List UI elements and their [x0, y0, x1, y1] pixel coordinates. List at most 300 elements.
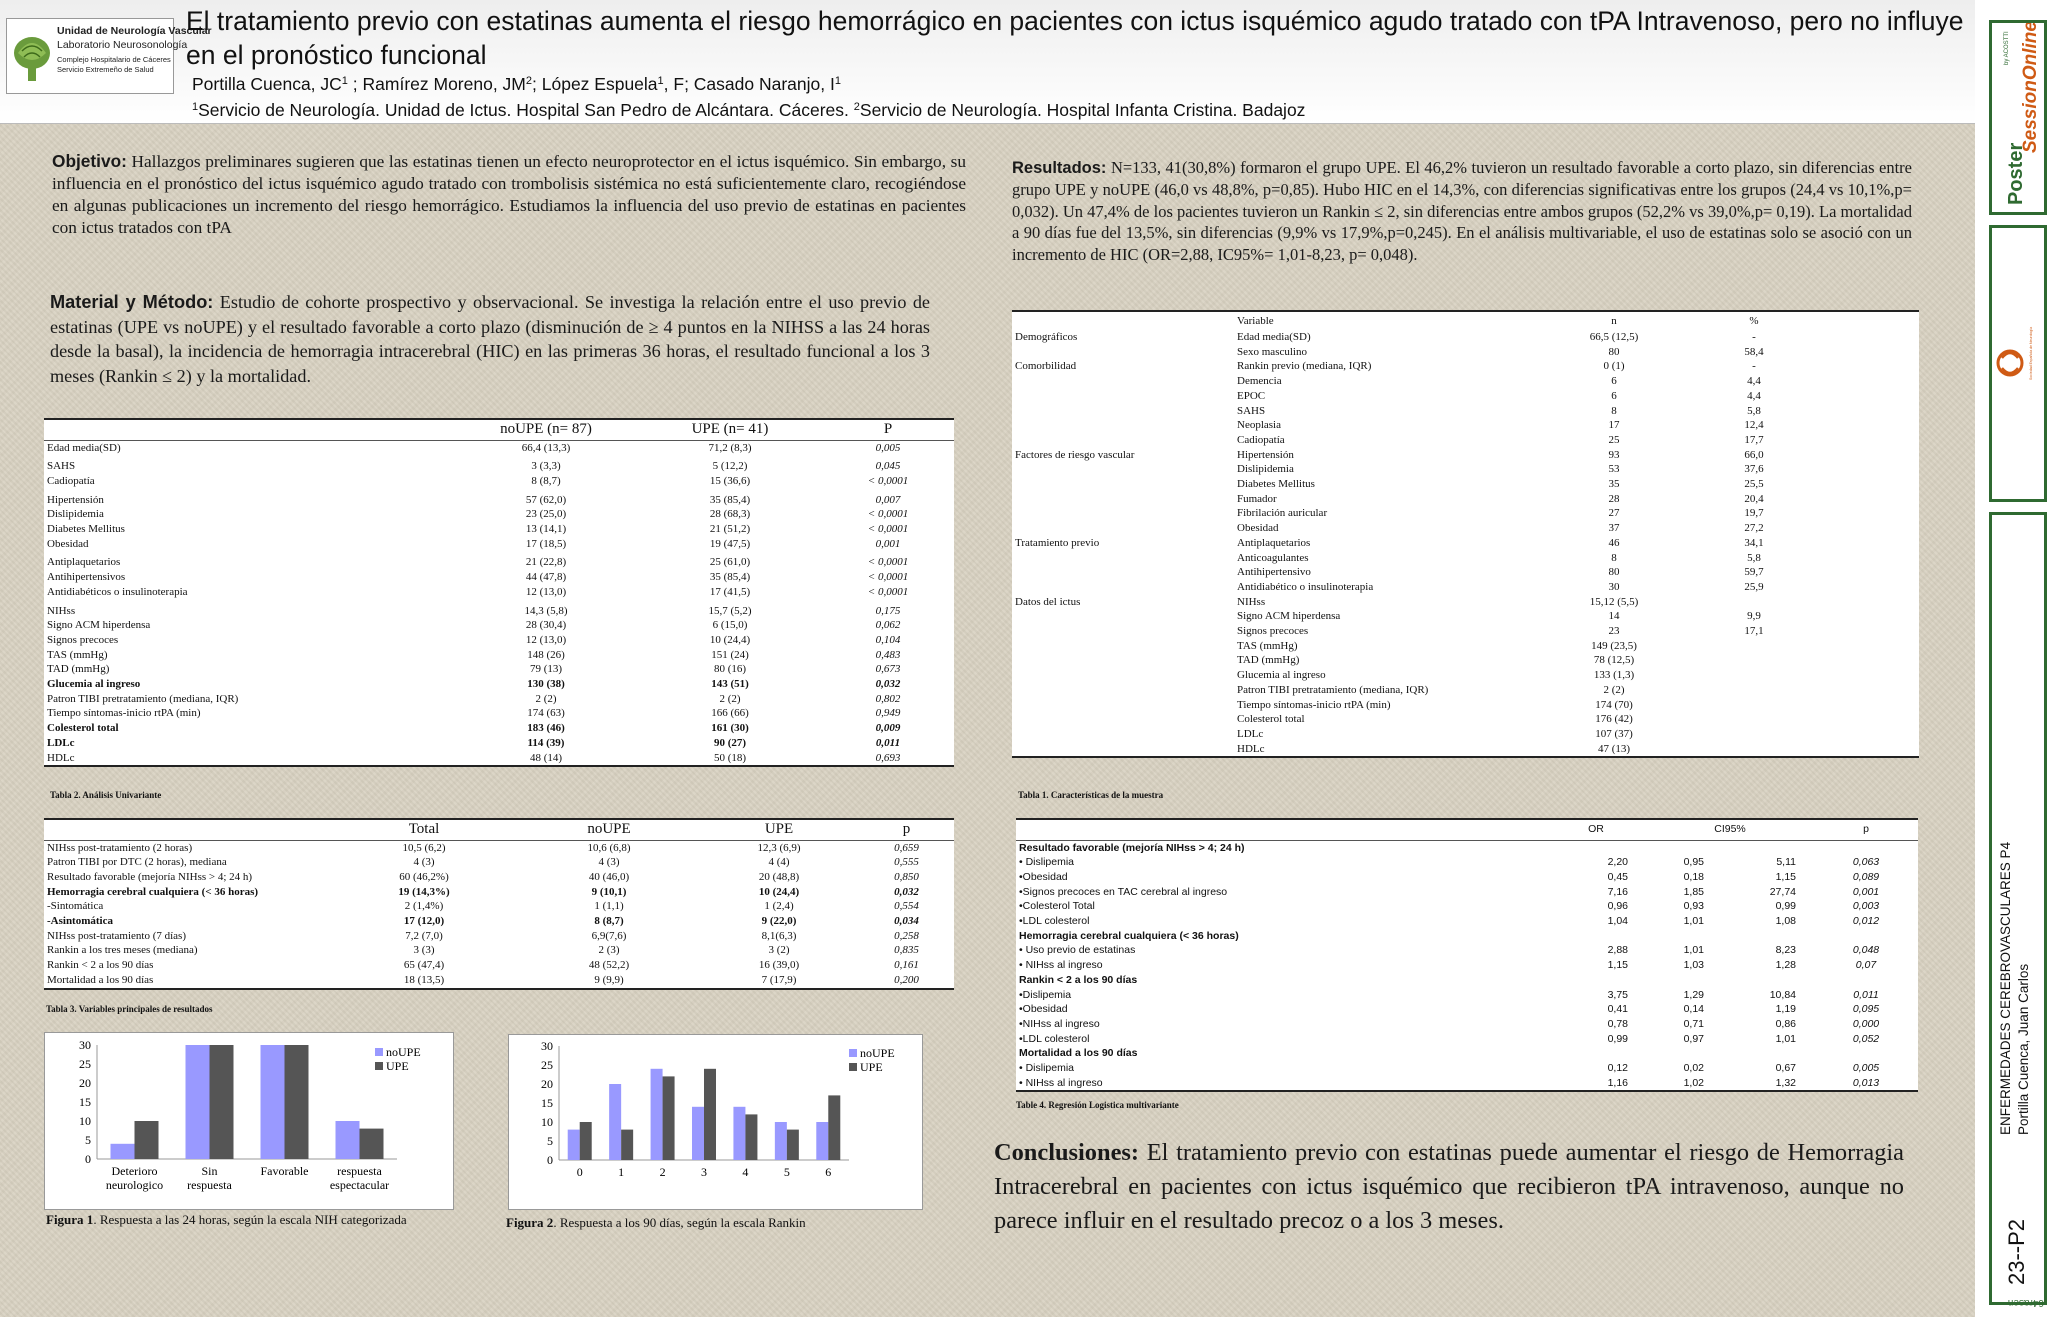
society-name: Sociedad Española de Neurología	[2029, 326, 2033, 380]
table-cell	[1012, 639, 1234, 654]
table-cell: 174 (63)	[527, 707, 565, 720]
figure-2-chart	[508, 1034, 923, 1210]
table-cell: Resultado favorable (mejoría NIHss > 4; 24 h)	[1019, 841, 1245, 854]
table-row	[1016, 973, 1918, 988]
table-cell	[1814, 668, 1919, 683]
table-cell: 90 (27)	[713, 736, 747, 749]
t4-header: p	[1863, 823, 1869, 836]
table-cell	[1814, 404, 1919, 419]
table-row	[44, 914, 954, 929]
brand-top-text: Poster	[2005, 142, 2027, 205]
table-cell: 17 (18,5)	[525, 537, 567, 550]
logo-line-4: Servicio Extremeño de Salud	[57, 65, 154, 74]
table-cell	[1814, 712, 1919, 727]
t2-header	[44, 420, 454, 440]
table-cell: 12,4	[1744, 419, 1764, 432]
table-cell: • Dislipemia	[1019, 856, 1075, 869]
table-cell: Patron TIBI pretratamiento (mediana, IQR)	[47, 692, 239, 705]
table-cell: 0,045	[875, 460, 901, 473]
table-cell: 37	[1608, 522, 1620, 535]
legend-label: UPE	[386, 1059, 409, 1073]
table-row	[44, 493, 954, 508]
table-cell: 20,4	[1744, 492, 1764, 505]
authors: Portilla Cuenca, $JC^1$ ; Ramírez Moreno, $JM^2$; López Espuela$^1$, F; Casado Naranjo, $I^1$	[192, 74, 841, 94]
t2-header: UPE (n= 41)	[691, 421, 769, 438]
table-cell: 161 (30)	[711, 722, 749, 735]
svg-text:64rasen: 64rasen	[2007, 1297, 2044, 1308]
table-cell: 28 (68,3)	[709, 508, 751, 521]
table-cell: 48 (14)	[529, 751, 563, 764]
bar	[651, 1069, 663, 1160]
table-cell: 0,693	[875, 751, 901, 764]
table-cell: 12,3 (6,9)	[757, 841, 801, 854]
table-cell: 12 (13,0)	[525, 585, 567, 598]
table-cell	[1814, 609, 1919, 624]
table-cell	[1814, 653, 1919, 668]
table-row	[1012, 345, 1919, 360]
table-cell: 1,03	[1683, 959, 1704, 972]
table-cell: 0,07	[1855, 959, 1877, 972]
table-cell: Obesidad	[47, 537, 89, 550]
table-cell: 176 (42)	[1595, 713, 1633, 726]
table-cell: 80	[1608, 345, 1620, 358]
table-cell: 9 (9,9)	[594, 973, 624, 986]
table-cell: Demencia	[1237, 375, 1282, 388]
table-row	[1012, 565, 1919, 580]
table-cell: Signo ACM hiperdensa	[1237, 610, 1341, 623]
table-cell: 0,99	[1607, 1032, 1628, 1045]
table-cell	[1814, 477, 1919, 492]
table-row	[44, 555, 954, 570]
table-cell: 28	[1608, 492, 1620, 505]
table-row	[44, 648, 954, 663]
table-cell: Patron TIBI pretratamiento (mediana, IQR)	[1237, 683, 1429, 696]
x-tick-label: Deterioro neurologico	[105, 1164, 164, 1192]
table-cell	[1814, 624, 1919, 639]
table-cell: HDLc	[1237, 742, 1265, 755]
table-row	[44, 537, 954, 552]
legend-label: UPE	[860, 1060, 883, 1074]
poster-title: El tratamiento previo con estatinas aumenta el riesgo hemorrágico en pacientes con ictus isquémico agudo tratado con tPA Intravenoso, pero no influye en el pronóstico funcional	[186, 6, 1964, 70]
table-cell: 0,005	[875, 441, 901, 454]
table-cell: 1,02	[1683, 1076, 1704, 1089]
table-cell: 53	[1608, 463, 1620, 476]
table-cell: • NIHss al ingreso	[1019, 959, 1103, 972]
table-4-caption: Table 4. Regresión Logistica multivariante	[1016, 1100, 1179, 1110]
table-cell: 27,2	[1744, 522, 1764, 535]
table-cell	[1012, 565, 1234, 580]
table-cell: 15 (36,6)	[709, 474, 751, 487]
x-tick-label: 3	[701, 1165, 707, 1179]
table-cell: 4,4	[1747, 389, 1761, 402]
table-cell: SAHS	[1237, 404, 1266, 417]
table-row	[44, 706, 954, 721]
table-cell: • NIHss al ingreso	[1019, 1076, 1103, 1089]
table-cell: 18 (13,5)	[403, 973, 445, 986]
t1-header: %	[1749, 314, 1759, 327]
conclusiones-label: Conclusiones:	[994, 1139, 1140, 1166]
table-cell: • Dislipemia	[1019, 1062, 1075, 1075]
table-cell: Signo ACM hiperdensa	[47, 619, 151, 632]
table-cell: Tiempo síntomas-inicio rtPA (min)	[1237, 698, 1391, 711]
t3-header: UPE	[764, 821, 794, 838]
table-cell	[1814, 727, 1919, 742]
table-cell	[1814, 418, 1919, 433]
table-cell: -	[1752, 331, 1756, 343]
table-cell: 2 (2)	[535, 692, 557, 705]
society-emblem-icon	[1998, 351, 2022, 375]
table-cell	[1814, 580, 1919, 595]
table-cell: 1,01	[1683, 944, 1704, 957]
info-box-text	[1992, 515, 2044, 1302]
bar	[745, 1114, 757, 1160]
t4-header: OR	[1588, 823, 1604, 836]
objetivo-text: Hallazgos preliminares sugieren que las estatinas tienen un efecto neuroprotector en el ictus isquémico. Sin embargo, su influencia en el pronóstico del ictus isquémico agudo tratado con trombolisis sistémica no está suficientemente claro, recogiéndose en algunas publicaciones un incremento del riesgo hemorrágico. Estudiamos la influencia del uso previo de estatinas en pacientes con ictus tratados con tPA	[52, 152, 966, 237]
table-cell: Factores de riesgo vascular	[1015, 448, 1135, 461]
metodo-label: Material y Método:	[50, 292, 214, 312]
x-tick-label: 4	[742, 1165, 749, 1179]
table-cell: Hemorragia cerebral cualquiera (< 36 horas)	[47, 885, 259, 898]
table-cell: 17 (41,5)	[709, 585, 751, 598]
table-cell: 10,6 (6,8)	[587, 841, 631, 854]
table-cell: 19 (47,5)	[709, 537, 751, 550]
table-cell: 9 (10,1)	[591, 885, 627, 898]
table-cell	[1814, 462, 1919, 477]
table-cell: •Signos precoces en TAC cerebral al ingreso	[1019, 885, 1228, 898]
table-row	[1012, 418, 1919, 433]
table-cell: 10,84	[1769, 988, 1796, 1001]
table-cell: 0,052	[1852, 1032, 1880, 1045]
table-cell: 0,001	[1852, 885, 1880, 898]
table-cell: Anticoagulantes	[1237, 551, 1309, 564]
table-cell: Antihipertensivo	[1237, 566, 1311, 579]
table-row	[1012, 477, 1919, 492]
table-cell: Resultado favorable (mejoría NIHss > 4; 24 h)	[47, 870, 253, 883]
y-tick-label: 5	[85, 1133, 91, 1147]
table-cell: Datos del ictus	[1015, 595, 1081, 608]
table-cell: •LDL colesterol	[1019, 1032, 1090, 1045]
table-cell: 40 (46,0)	[588, 870, 630, 883]
y-tick-label: 15	[79, 1095, 91, 1109]
table-cell: 0,003	[1852, 900, 1880, 913]
table-cell: TAD (mmHg)	[1237, 654, 1300, 667]
table-cell: 0,161	[894, 959, 919, 972]
table-cell: 0 (1)	[1603, 360, 1625, 373]
table-cell: Sexo masculino	[1237, 345, 1307, 358]
table-row	[1012, 359, 1919, 374]
table-row	[44, 840, 954, 855]
table-row	[44, 958, 954, 973]
table-row	[1012, 433, 1919, 448]
table-cell: •Obesidad	[1019, 870, 1068, 883]
table-cell: 17,7	[1744, 433, 1764, 446]
table-row	[1012, 595, 1919, 610]
table-cell: 23 (25,0)	[525, 508, 567, 521]
table-cell: 80	[1608, 566, 1620, 579]
table-cell	[1814, 521, 1919, 536]
table-cell	[1694, 742, 1814, 757]
table-cell	[1012, 521, 1234, 536]
x-tick-label: 0	[576, 1165, 583, 1179]
table-cell: Hipertensión	[1237, 448, 1294, 461]
table-cell: 0,99	[1775, 900, 1796, 913]
table-cell: Glucemia al ingreso	[47, 678, 141, 691]
table-cell: 0,034	[894, 915, 919, 928]
table-cell	[1814, 345, 1919, 360]
table-cell: 17,1	[1744, 625, 1764, 638]
table-row	[44, 870, 954, 885]
table-2-univariante	[44, 418, 954, 767]
table-cell: •Obesidad	[1019, 1003, 1068, 1016]
table-cell: 0,949	[875, 707, 901, 720]
table-cell: • Uso previo de estatinas	[1019, 944, 1136, 957]
table-cell: LDLc	[1237, 727, 1264, 740]
table-cell: Colesterol total	[47, 722, 119, 735]
poster-code: 23--P2	[2004, 1218, 2029, 1285]
table-row	[44, 474, 954, 489]
table-cell: 93	[1608, 448, 1620, 461]
table-cell: 174 (70)	[1595, 698, 1633, 711]
legend-swatch	[849, 1049, 857, 1057]
table-cell: Signos precoces	[1237, 625, 1309, 638]
bar	[580, 1122, 592, 1160]
table-row	[1016, 855, 1918, 870]
table-cell: -Sintomática	[47, 900, 104, 913]
table-cell: Rankin previo (mediana, IQR)	[1237, 360, 1372, 373]
brand-bottom-text: SessionOnline	[2020, 23, 2041, 153]
table-cell: 46	[1608, 536, 1620, 549]
table-row	[1012, 683, 1919, 698]
x-tick-label: respuesta espectacular	[329, 1164, 390, 1192]
table-row	[44, 459, 954, 474]
table-row	[44, 721, 954, 736]
x-tick-label: 6	[825, 1165, 832, 1179]
table-2-caption: Tabla 2. Análisis Univariante	[50, 790, 162, 800]
table-cell: 1,16	[1607, 1076, 1628, 1089]
table-3-caption: Tabla 3. Variables principales de resultados	[46, 1004, 213, 1014]
table-cell: 1,15	[1775, 870, 1796, 883]
table-cell: 28 (30,4)	[525, 619, 567, 632]
table-cell	[1012, 683, 1234, 698]
table-cell: 60 (46,2%)	[399, 870, 449, 883]
table-cell: 66,5 (12,5)	[1589, 331, 1639, 343]
x-tick-label: 1	[618, 1165, 625, 1179]
table-cell: Rankin a los tres meses (mediana)	[47, 944, 198, 957]
resultados-section	[1012, 157, 1912, 265]
y-tick-label: 20	[541, 1077, 553, 1091]
t2-header: P	[883, 421, 893, 438]
table-row	[1016, 958, 1918, 973]
table-cell: •Dislipemia	[1019, 988, 1072, 1001]
table-cell: 20 (48,8)	[758, 870, 800, 883]
t2-header: noUPE (n= 87)	[500, 421, 592, 438]
table-cell: 0,001	[875, 537, 901, 550]
table-cell: Tiempo síntomas-inicio rtPA (min)	[47, 707, 201, 720]
table-cell: •NIHss al ingreso	[1019, 1017, 1100, 1030]
affiliation-2: Servicio de Neurología. Hospital Infanta Cristina. Badajoz	[859, 100, 1306, 120]
t3-header: noUPE	[587, 821, 631, 838]
resultados-text: N=133, 41(30,8%) formaron el grupo UPE. El 46,2% tuvieron un resultado favorable a corto plazo, sin diferencias entre grupo UPE y noUPE (46,0 vs 48,8%, p=0,85). Hubo HIC en el 14,3%, con diferencias significativas entre los grupos (24,4 vs 10,1%,p= 0,032). Un 47,4% de los pacientes tuvieron un Rankin ≤ 2, sin diferencias entre ambos grupos (52,2% vs 39,0%,p= 0,19). La mortalidad a 90 días fue del 13,5%, sin diferencias (9,9% vs 17,9%,p=0,245). En el análisis multivariable, el uso de estatinas solo se asoció con un incremento de HIC (OR=2,88, IC95%= 1,01-8,23, p= 0,048).	[1012, 158, 1913, 264]
table-cell: 35 (85,4)	[709, 493, 751, 506]
bar	[733, 1107, 745, 1160]
table-cell: Demográficos	[1015, 331, 1078, 343]
table-cell: •Colesterol Total	[1019, 900, 1095, 913]
table-cell: 14	[1608, 610, 1620, 623]
author-text: Portilla Cuenca, Juan Carlos	[2016, 963, 2031, 1135]
table-row	[1016, 943, 1918, 958]
table-cell: 27,74	[1769, 885, 1796, 898]
table-cell: 0,41	[1607, 1003, 1628, 1016]
table-row	[1016, 840, 1918, 855]
bar	[692, 1107, 704, 1160]
table-cell: 17	[1608, 419, 1620, 432]
table-cell: EPOC	[1237, 389, 1266, 402]
objetivo-label: Objetivo:	[52, 151, 127, 171]
table-cell: 6	[1611, 389, 1617, 402]
table-cell: Hemorragia cerebral cualquiera (< 36 horas)	[1019, 929, 1239, 942]
table-cell: 8,1(6,3)	[761, 929, 797, 942]
table-cell	[1814, 698, 1919, 713]
table-cell: 1,19	[1775, 1003, 1796, 1016]
table-row	[1012, 374, 1919, 389]
table-cell	[1694, 668, 1814, 683]
table-cell	[1012, 492, 1234, 507]
table-cell	[1694, 698, 1814, 713]
table-cell: 0,175	[875, 604, 901, 617]
t3-header: Total	[408, 821, 440, 838]
table-cell: 1,85	[1683, 885, 1704, 898]
table-cell: 13 (14,1)	[525, 523, 567, 536]
bar	[261, 1045, 285, 1159]
table-cell: 0,007	[875, 493, 901, 506]
table-cell: 71,2 (8,3)	[708, 441, 752, 454]
footer-text	[1989, 1288, 2047, 1310]
info-box	[1989, 512, 2047, 1305]
table-cell: < 0,0001	[867, 571, 909, 584]
author-2: ; Ramírez Moreno, JM	[347, 74, 526, 94]
table-cell: 0,011	[1853, 988, 1879, 1001]
conclusiones-text: El tratamiento previo con estatinas puede aumentar el riesgo de Hemorragia Intracerebral en pacientes con ictus isquémico que recibieron tPA intravenoso, aunque no parece influir en el resultado precoz o a los 3 meses.	[994, 1139, 1904, 1234]
table-row	[44, 662, 954, 677]
table-cell: 80 (16)	[713, 663, 747, 676]
table-cell: 6	[1611, 375, 1617, 388]
table-cell: 0,005	[1852, 1062, 1880, 1075]
table-cell: 16 (39,0)	[758, 959, 800, 972]
table-row	[1016, 1061, 1918, 1076]
table-row	[1016, 885, 1918, 900]
table-cell	[1814, 639, 1919, 654]
table-cell: 8	[1611, 551, 1617, 564]
brand-small-text: by ACOSTTI	[2004, 31, 2010, 65]
table-cell: 0,063	[1852, 856, 1880, 869]
table-cell: 35	[1608, 478, 1620, 491]
table-cell	[1814, 506, 1919, 521]
table-row	[44, 973, 954, 988]
table-cell: 0,048	[1852, 944, 1880, 957]
table-cell: TAS (mmHg)	[47, 648, 108, 661]
table-cell: 0,095	[1852, 1003, 1880, 1016]
table-cell: 12 (13,0)	[525, 633, 567, 646]
table-cell: 2,20	[1607, 856, 1628, 869]
table-row	[44, 585, 954, 600]
table-cell: 107 (37)	[1595, 727, 1633, 740]
table-row	[1012, 639, 1919, 654]
table-row	[44, 736, 954, 751]
table-3-resultados	[44, 818, 954, 990]
sidebar	[1975, 0, 2048, 1317]
table-cell: 0,71	[1683, 1017, 1704, 1030]
legend-swatch	[849, 1063, 857, 1071]
table-row	[1016, 1046, 1918, 1061]
table-cell: 2 (3)	[598, 944, 620, 957]
table-row	[1012, 668, 1919, 683]
t3-header	[44, 820, 329, 840]
table-row	[44, 929, 954, 944]
table-row	[1016, 899, 1918, 914]
table-cell: NIHss	[47, 604, 76, 617]
table-cell	[1012, 727, 1234, 742]
table-cell: 35 (85,4)	[709, 571, 751, 584]
x-tick-label: 5	[783, 1165, 790, 1179]
table-cell: 10 (24,4)	[758, 885, 800, 898]
table-cell: 0,013	[1852, 1076, 1880, 1089]
y-tick-label: 20	[79, 1076, 91, 1090]
postersessiononline-logo-icon	[1992, 23, 2044, 212]
metodo-text: Estudio de cohorte prospectivo y observacional. Se investiga la relación entre el uso previo de estatinas (UPE vs noUPE) y el resultado favorable a corto plazo (disminución de ≥ 4 puntos en la NIHSS a las 24 horas desde la basal), la incidencia de hemorragia intracerebral (HIC) en las primeras 36 horas, el resultado funcional a los 3 meses (Rankin ≤ 2) y la mortalidad.	[50, 292, 931, 386]
table-cell: Glucemia al ingreso	[1237, 669, 1326, 682]
figure-1-chart	[44, 1032, 454, 1210]
table-cell	[1012, 551, 1234, 566]
bar	[336, 1121, 360, 1159]
table-cell: 0,12	[1607, 1062, 1628, 1075]
x-tick-label: Sin respuesta	[187, 1164, 232, 1192]
table-cell: 1,15	[1607, 959, 1628, 972]
table-cell	[1694, 683, 1814, 698]
table-cell: 2,88	[1607, 944, 1628, 957]
table-cell: 0,802	[875, 692, 901, 705]
table-cell: 15,12 (5,5)	[1589, 595, 1639, 608]
table-cell	[1012, 609, 1234, 624]
table-cell: 8	[1611, 404, 1617, 417]
table-cell: 6 (15,0)	[712, 619, 748, 632]
table-cell: < 0,0001	[867, 523, 909, 536]
unit-logo	[6, 18, 212, 94]
table-row	[1012, 727, 1919, 742]
y-tick-label: 25	[541, 1058, 553, 1072]
table-cell: 30	[1608, 580, 1620, 593]
table-row	[1012, 330, 1919, 345]
table-cell: 5 (12,2)	[712, 460, 748, 473]
table-cell	[1012, 580, 1234, 595]
t3-header: p	[902, 821, 911, 838]
table-row	[44, 899, 954, 914]
bar	[621, 1130, 633, 1160]
affiliations: $^1$Servicio de Neurología. Unidad de Ictus. Hospital San Pedro de Alcántara. Cáceres. $^2$Servicio de Neurología. Hospital Infanta Cristina. Badajoz	[192, 100, 1306, 120]
table-cell: Comorbilidad	[1015, 360, 1077, 373]
table-cell: TAD (mmHg)	[47, 663, 110, 676]
affiliation-1: Servicio de Neurología. Unidad de Ictus. Hospital San Pedro de Alcántara. Cáceres.	[198, 100, 854, 120]
bar	[186, 1045, 210, 1159]
table-cell: 0,659	[894, 841, 919, 854]
table-cell: 79 (13)	[529, 663, 563, 676]
x-tick-label: 2	[659, 1165, 666, 1179]
table-cell	[1814, 683, 1919, 698]
table-cell: 0,258	[894, 929, 919, 942]
table-cell: 0,86	[1775, 1017, 1796, 1030]
table-row	[1012, 698, 1919, 713]
table-cell: 0,45	[1607, 870, 1628, 883]
header	[0, 0, 1975, 124]
